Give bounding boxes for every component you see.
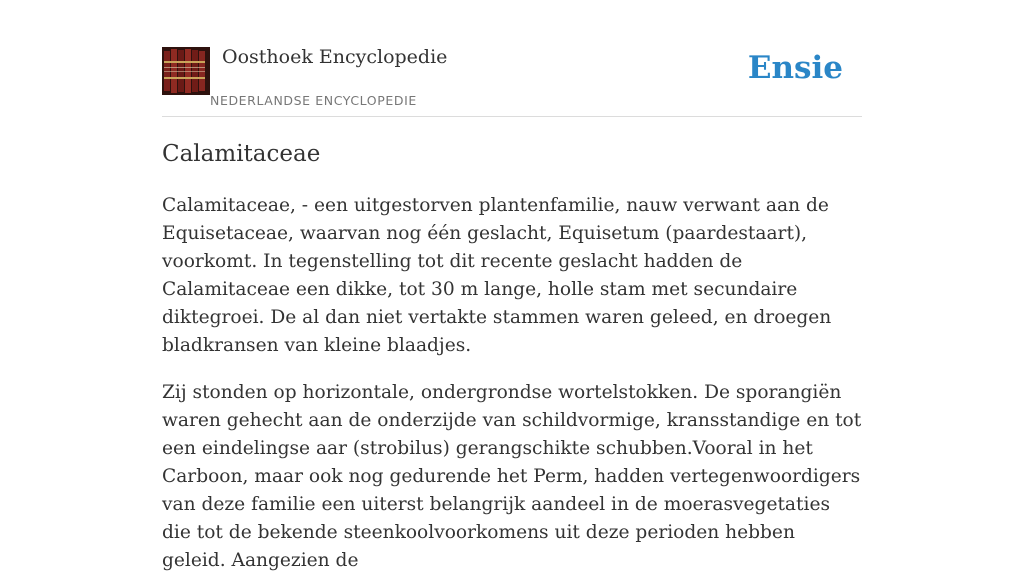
article-paragraph: Calamitaceae, - een uitgestorven plantenfamilie, nauw verwant aan de Equisetaceae, waarvan nog één geslacht, Equisetum (paardestaart), voorkomt. In tegenstelling tot dit recente geslacht hadden de Calamitaceae een dikke, tot 30 m lange, holle stam met secundaire diktegroei. De al dan niet vertakte stammen waren geleed, en droegen bladkransen van kleine blaadjes. bbox=[162, 195, 832, 356]
encyclopedia-books-icon[interactable] bbox=[162, 47, 210, 95]
article-paragraph: Zij stonden op horizontale, ondergrondse wortelstokken. De sporangiën waren gehecht aan de onderzijde van schildvormige, kransstandige en tot een eindelingse aar (strobilus) gerangschikte schubben.Vooral in het Carboon, maar ook nog gedurende het Perm, hadden vertegenwoordigers van deze familie een uiterst belangrijk aandeel in de moerasvegetaties die tot de bekende steenkoolvoorkomens uit deze perioden hebben geleid. Aangezien de bbox=[162, 382, 862, 571]
article-title: Calamitaceae bbox=[162, 141, 321, 167]
site-subtitle: NEDERLANDSE ENCYCLOPEDIE bbox=[210, 93, 417, 108]
brand-logo[interactable]: Ensie bbox=[747, 50, 843, 86]
article bbox=[162, 138, 862, 575]
site-title[interactable]: Oosthoek Encyclopedie bbox=[222, 46, 448, 68]
site-header bbox=[162, 46, 862, 117]
